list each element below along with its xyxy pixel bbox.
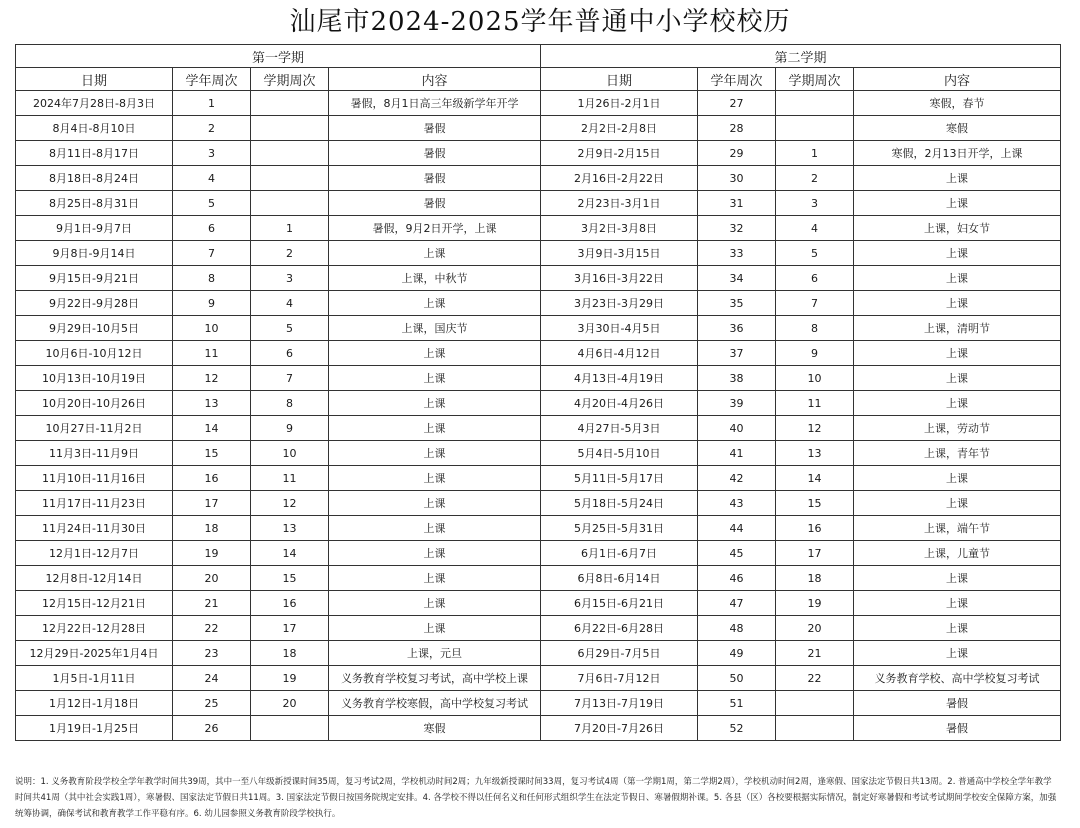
cell-year-week-1: 23 bbox=[173, 641, 251, 666]
cell-date-2: 3月2日-3月8日 bbox=[541, 216, 698, 241]
cell-term-week-1 bbox=[251, 191, 329, 216]
cell-year-week-2: 36 bbox=[698, 316, 776, 341]
cell-date-1: 9月1日-9月7日 bbox=[16, 216, 173, 241]
cell-year-week-1: 17 bbox=[173, 491, 251, 516]
cell-term-week-1 bbox=[251, 166, 329, 191]
cell-content-1: 上课 bbox=[329, 441, 541, 466]
cell-year-week-2: 51 bbox=[698, 691, 776, 716]
cell-date-1: 11月10日-11月16日 bbox=[16, 466, 173, 491]
cell-content-1: 上课 bbox=[329, 341, 541, 366]
cell-year-week-1: 10 bbox=[173, 316, 251, 341]
cell-term-week-2: 20 bbox=[776, 616, 854, 641]
cell-term-week-2: 6 bbox=[776, 266, 854, 291]
table-row bbox=[16, 141, 1061, 166]
cell-year-week-2: 47 bbox=[698, 591, 776, 616]
cell-content-1: 上课 bbox=[329, 366, 541, 391]
col-term-week-1: 学期周次 bbox=[251, 68, 329, 91]
table-row bbox=[16, 416, 1061, 441]
table-row bbox=[16, 91, 1061, 116]
table-row bbox=[16, 291, 1061, 316]
cell-content-1: 义务教育学校复习考试，高中学校上课 bbox=[329, 666, 541, 691]
cell-year-week-1: 26 bbox=[173, 716, 251, 741]
cell-term-week-2: 14 bbox=[776, 466, 854, 491]
cell-term-week-1: 9 bbox=[251, 416, 329, 441]
cell-term-week-1: 13 bbox=[251, 516, 329, 541]
cell-year-week-1: 25 bbox=[173, 691, 251, 716]
cell-term-week-2: 15 bbox=[776, 491, 854, 516]
cell-date-1: 12月8日-12月14日 bbox=[16, 566, 173, 591]
cell-date-2: 3月30日-4月5日 bbox=[541, 316, 698, 341]
table-row bbox=[16, 116, 1061, 141]
table-row bbox=[16, 616, 1061, 641]
cell-content-2: 上课 bbox=[854, 591, 1061, 616]
cell-term-week-2: 9 bbox=[776, 341, 854, 366]
cell-year-week-2: 46 bbox=[698, 566, 776, 591]
cell-date-1: 11月24日-11月30日 bbox=[16, 516, 173, 541]
cell-content-1: 上课 bbox=[329, 241, 541, 266]
cell-date-2: 6月22日-6月28日 bbox=[541, 616, 698, 641]
cell-date-2: 5月11日-5月17日 bbox=[541, 466, 698, 491]
cell-content-1: 上课 bbox=[329, 566, 541, 591]
col-content-1: 内容 bbox=[329, 68, 541, 91]
cell-term-week-2: 17 bbox=[776, 541, 854, 566]
cell-term-week-2: 16 bbox=[776, 516, 854, 541]
cell-date-2: 2月16日-2月22日 bbox=[541, 166, 698, 191]
cell-year-week-1: 8 bbox=[173, 266, 251, 291]
cell-date-1: 12月1日-12月7日 bbox=[16, 541, 173, 566]
cell-term-week-1: 5 bbox=[251, 316, 329, 341]
cell-date-2: 7月13日-7月19日 bbox=[541, 691, 698, 716]
cell-content-1: 义务教育学校寒假，高中学校复习考试 bbox=[329, 691, 541, 716]
cell-date-2: 7月6日-7月12日 bbox=[541, 666, 698, 691]
cell-content-2: 上课，端午节 bbox=[854, 516, 1061, 541]
cell-date-1: 11月3日-11月9日 bbox=[16, 441, 173, 466]
cell-content-1: 暑假 bbox=[329, 191, 541, 216]
table-row bbox=[16, 591, 1061, 616]
cell-date-1: 8月18日-8月24日 bbox=[16, 166, 173, 191]
cell-date-1: 11月17日-11月23日 bbox=[16, 491, 173, 516]
cell-date-1: 9月8日-9月14日 bbox=[16, 241, 173, 266]
cell-year-week-1: 24 bbox=[173, 666, 251, 691]
cell-term-week-2: 3 bbox=[776, 191, 854, 216]
cell-content-2: 上课 bbox=[854, 566, 1061, 591]
col-term-week-2: 学期周次 bbox=[776, 68, 854, 91]
cell-content-2: 上课 bbox=[854, 641, 1061, 666]
cell-year-week-2: 29 bbox=[698, 141, 776, 166]
cell-content-1: 上课 bbox=[329, 491, 541, 516]
cell-year-week-1: 5 bbox=[173, 191, 251, 216]
cell-date-2: 1月26日-2月1日 bbox=[541, 91, 698, 116]
semester2-header: 第二学期 bbox=[541, 45, 1061, 68]
cell-term-week-1: 7 bbox=[251, 366, 329, 391]
cell-date-2: 6月8日-6月14日 bbox=[541, 566, 698, 591]
cell-year-week-1: 2 bbox=[173, 116, 251, 141]
cell-year-week-2: 32 bbox=[698, 216, 776, 241]
cell-content-1: 暑假 bbox=[329, 166, 541, 191]
cell-year-week-2: 27 bbox=[698, 91, 776, 116]
cell-year-week-1: 18 bbox=[173, 516, 251, 541]
cell-term-week-1: 20 bbox=[251, 691, 329, 716]
cell-content-2: 上课 bbox=[854, 491, 1061, 516]
cell-term-week-1 bbox=[251, 91, 329, 116]
cell-date-1: 12月15日-12月21日 bbox=[16, 591, 173, 616]
cell-date-1: 10月13日-10月19日 bbox=[16, 366, 173, 391]
cell-term-week-2: 8 bbox=[776, 316, 854, 341]
cell-year-week-2: 52 bbox=[698, 716, 776, 741]
cell-term-week-1: 19 bbox=[251, 666, 329, 691]
school-calendar-table bbox=[15, 44, 1061, 741]
cell-year-week-1: 11 bbox=[173, 341, 251, 366]
cell-date-1: 10月6日-10月12日 bbox=[16, 341, 173, 366]
cell-year-week-1: 14 bbox=[173, 416, 251, 441]
cell-term-week-1 bbox=[251, 141, 329, 166]
cell-date-1: 12月22日-12月28日 bbox=[16, 616, 173, 641]
cell-date-2: 4月27日-5月3日 bbox=[541, 416, 698, 441]
table-row bbox=[16, 541, 1061, 566]
cell-date-1: 8月25日-8月31日 bbox=[16, 191, 173, 216]
table-row bbox=[16, 191, 1061, 216]
cell-year-week-1: 7 bbox=[173, 241, 251, 266]
cell-term-week-1: 17 bbox=[251, 616, 329, 641]
cell-year-week-1: 21 bbox=[173, 591, 251, 616]
cell-date-2: 3月9日-3月15日 bbox=[541, 241, 698, 266]
table-row bbox=[16, 491, 1061, 516]
cell-content-2: 上课 bbox=[854, 241, 1061, 266]
cell-content-1: 上课 bbox=[329, 616, 541, 641]
cell-content-1: 上课 bbox=[329, 591, 541, 616]
table-row bbox=[16, 366, 1061, 391]
cell-year-week-1: 22 bbox=[173, 616, 251, 641]
cell-date-1: 12月29日-2025年1月4日 bbox=[16, 641, 173, 666]
cell-date-2: 4月6日-4月12日 bbox=[541, 341, 698, 366]
cell-year-week-2: 41 bbox=[698, 441, 776, 466]
cell-content-2: 上课，妇女节 bbox=[854, 216, 1061, 241]
cell-content-2: 上课 bbox=[854, 391, 1061, 416]
cell-date-2: 6月29日-7月5日 bbox=[541, 641, 698, 666]
cell-content-2: 上课，劳动节 bbox=[854, 416, 1061, 441]
cell-content-1: 上课 bbox=[329, 291, 541, 316]
table-row bbox=[16, 566, 1061, 591]
cell-year-week-1: 20 bbox=[173, 566, 251, 591]
cell-date-2: 4月20日-4月26日 bbox=[541, 391, 698, 416]
cell-date-2: 5月18日-5月24日 bbox=[541, 491, 698, 516]
cell-term-week-1: 12 bbox=[251, 491, 329, 516]
cell-date-2: 6月15日-6月21日 bbox=[541, 591, 698, 616]
cell-term-week-1: 3 bbox=[251, 266, 329, 291]
cell-date-2: 6月1日-6月7日 bbox=[541, 541, 698, 566]
cell-content-1: 上课 bbox=[329, 391, 541, 416]
cell-year-week-1: 3 bbox=[173, 141, 251, 166]
semester1-header: 第一学期 bbox=[16, 45, 541, 68]
table-row bbox=[16, 241, 1061, 266]
cell-year-week-2: 39 bbox=[698, 391, 776, 416]
table-row bbox=[16, 341, 1061, 366]
cell-content-2: 上课，清明节 bbox=[854, 316, 1061, 341]
cell-term-week-1: 10 bbox=[251, 441, 329, 466]
cell-term-week-1: 1 bbox=[251, 216, 329, 241]
cell-term-week-2: 7 bbox=[776, 291, 854, 316]
cell-term-week-2 bbox=[776, 116, 854, 141]
cell-term-week-2: 19 bbox=[776, 591, 854, 616]
cell-year-week-2: 43 bbox=[698, 491, 776, 516]
cell-term-week-2: 5 bbox=[776, 241, 854, 266]
cell-date-2: 3月16日-3月22日 bbox=[541, 266, 698, 291]
table-row bbox=[16, 466, 1061, 491]
cell-term-week-2: 4 bbox=[776, 216, 854, 241]
cell-content-2: 上课 bbox=[854, 341, 1061, 366]
cell-year-week-2: 31 bbox=[698, 191, 776, 216]
cell-date-1: 1月5日-1月11日 bbox=[16, 666, 173, 691]
cell-year-week-2: 33 bbox=[698, 241, 776, 266]
calendar-body bbox=[16, 91, 1061, 741]
cell-term-week-1: 8 bbox=[251, 391, 329, 416]
cell-year-week-2: 34 bbox=[698, 266, 776, 291]
cell-content-1: 上课 bbox=[329, 516, 541, 541]
table-row bbox=[16, 391, 1061, 416]
table-row bbox=[16, 216, 1061, 241]
cell-term-week-1: 14 bbox=[251, 541, 329, 566]
cell-term-week-2: 1 bbox=[776, 141, 854, 166]
cell-year-week-1: 12 bbox=[173, 366, 251, 391]
cell-content-1: 上课，中秋节 bbox=[329, 266, 541, 291]
cell-date-1: 9月15日-9月21日 bbox=[16, 266, 173, 291]
cell-date-1: 10月20日-10月26日 bbox=[16, 391, 173, 416]
cell-date-2: 5月25日-5月31日 bbox=[541, 516, 698, 541]
cell-year-week-1: 4 bbox=[173, 166, 251, 191]
table-row bbox=[16, 441, 1061, 466]
cell-year-week-1: 15 bbox=[173, 441, 251, 466]
cell-term-week-2: 2 bbox=[776, 166, 854, 191]
cell-content-2: 上课 bbox=[854, 616, 1061, 641]
table-row bbox=[16, 516, 1061, 541]
cell-date-1: 1月19日-1月25日 bbox=[16, 716, 173, 741]
cell-content-1: 上课 bbox=[329, 466, 541, 491]
cell-term-week-1: 6 bbox=[251, 341, 329, 366]
cell-date-1: 1月12日-1月18日 bbox=[16, 691, 173, 716]
table-row bbox=[16, 166, 1061, 191]
cell-content-2: 上课 bbox=[854, 291, 1061, 316]
cell-date-1: 2024年7月28日-8月3日 bbox=[16, 91, 173, 116]
cell-date-2: 7月20日-7月26日 bbox=[541, 716, 698, 741]
cell-content-1: 上课 bbox=[329, 416, 541, 441]
table-row bbox=[16, 716, 1061, 741]
cell-year-week-2: 42 bbox=[698, 466, 776, 491]
cell-term-week-1: 11 bbox=[251, 466, 329, 491]
cell-content-2: 上课 bbox=[854, 366, 1061, 391]
cell-term-week-2: 18 bbox=[776, 566, 854, 591]
cell-content-2: 寒假 bbox=[854, 116, 1061, 141]
cell-content-1: 暑假，8月1日高三年级新学年开学 bbox=[329, 91, 541, 116]
notes-text: 说明：1. 义务教育阶段学校全学年教学时间共39周，其中一至八年级新授课时间35周，复习考试2周，学校机动时间2周；九年级新授课时间33周，复习考试4周（第一学期1周，第二学期2周），学校机动时间2周，逢寒假、国家法定节假日共13周。2. 普通高中学校全学年教学时间共41周（其中社会实践1周），寒暑假、国家法定节假日共11周。3. 国家法定节假日按国务院规定安排。4. 各学校不得以任何名义和任何形式组织学生在法定节假日、寒暑假期补课。5. 各县（区）各校要根据实际情况，制定好寒暑假和考试考试期间学校安全保障方案，加强统筹协调，确保考试和教育教学工作平稳有序。6. 幼儿园参照义务教育阶段学校执行。 bbox=[15, 777, 1057, 819]
col-date-2: 日期 bbox=[541, 68, 698, 91]
cell-term-week-2 bbox=[776, 691, 854, 716]
cell-content-2: 寒假，春节 bbox=[854, 91, 1061, 116]
cell-term-week-2: 12 bbox=[776, 416, 854, 441]
cell-year-week-1: 1 bbox=[173, 91, 251, 116]
col-year-week-2: 学年周次 bbox=[698, 68, 776, 91]
col-year-week-1: 学年周次 bbox=[173, 68, 251, 91]
cell-content-2: 上课 bbox=[854, 466, 1061, 491]
cell-year-week-2: 30 bbox=[698, 166, 776, 191]
cell-date-1: 9月22日-9月28日 bbox=[16, 291, 173, 316]
cell-term-week-2 bbox=[776, 91, 854, 116]
cell-content-2: 上课，儿童节 bbox=[854, 541, 1061, 566]
cell-term-week-2: 22 bbox=[776, 666, 854, 691]
cell-content-2: 上课，青年节 bbox=[854, 441, 1061, 466]
cell-content-2: 暑假 bbox=[854, 716, 1061, 741]
cell-content-1: 寒假 bbox=[329, 716, 541, 741]
cell-year-week-1: 9 bbox=[173, 291, 251, 316]
cell-content-1: 暑假 bbox=[329, 116, 541, 141]
cell-date-2: 2月23日-3月1日 bbox=[541, 191, 698, 216]
cell-term-week-1: 4 bbox=[251, 291, 329, 316]
cell-year-week-1: 6 bbox=[173, 216, 251, 241]
cell-date-1: 8月11日-8月17日 bbox=[16, 141, 173, 166]
cell-term-week-2: 10 bbox=[776, 366, 854, 391]
cell-content-2: 上课 bbox=[854, 166, 1061, 191]
cell-content-2: 上课 bbox=[854, 266, 1061, 291]
cell-date-2: 5月4日-5月10日 bbox=[541, 441, 698, 466]
cell-term-week-2: 13 bbox=[776, 441, 854, 466]
cell-term-week-2: 11 bbox=[776, 391, 854, 416]
cell-year-week-2: 37 bbox=[698, 341, 776, 366]
cell-term-week-1: 15 bbox=[251, 566, 329, 591]
cell-term-week-1: 2 bbox=[251, 241, 329, 266]
cell-term-week-2: 21 bbox=[776, 641, 854, 666]
cell-content-2: 义务教育学校、高中学校复习考试 bbox=[854, 666, 1061, 691]
cell-term-week-1: 18 bbox=[251, 641, 329, 666]
table-row bbox=[16, 316, 1061, 341]
cell-year-week-2: 50 bbox=[698, 666, 776, 691]
table-row bbox=[16, 691, 1061, 716]
col-date-1: 日期 bbox=[16, 68, 173, 91]
cell-term-week-1: 16 bbox=[251, 591, 329, 616]
cell-term-week-1 bbox=[251, 716, 329, 741]
cell-year-week-2: 38 bbox=[698, 366, 776, 391]
cell-date-2: 3月23日-3月29日 bbox=[541, 291, 698, 316]
cell-year-week-2: 45 bbox=[698, 541, 776, 566]
cell-year-week-2: 49 bbox=[698, 641, 776, 666]
cell-year-week-2: 40 bbox=[698, 416, 776, 441]
cell-content-1: 上课，国庆节 bbox=[329, 316, 541, 341]
cell-year-week-1: 19 bbox=[173, 541, 251, 566]
cell-year-week-1: 13 bbox=[173, 391, 251, 416]
col-content-2: 内容 bbox=[854, 68, 1061, 91]
cell-content-2: 寒假，2月13日开学，上课 bbox=[854, 141, 1061, 166]
cell-date-2: 4月13日-4月19日 bbox=[541, 366, 698, 391]
cell-date-1: 9月29日-10月5日 bbox=[16, 316, 173, 341]
cell-content-2: 暑假 bbox=[854, 691, 1061, 716]
cell-term-week-2 bbox=[776, 716, 854, 741]
cell-date-1: 10月27日-11月2日 bbox=[16, 416, 173, 441]
cell-year-week-1: 16 bbox=[173, 466, 251, 491]
cell-content-1: 暑假，9月2日开学，上课 bbox=[329, 216, 541, 241]
calendar-title: 汕尾市2024-2025学年普通中小学校校历 bbox=[289, 7, 791, 37]
table-row bbox=[16, 641, 1061, 666]
cell-content-2: 上课 bbox=[854, 191, 1061, 216]
cell-date-1: 8月4日-8月10日 bbox=[16, 116, 173, 141]
cell-date-2: 2月2日-2月8日 bbox=[541, 116, 698, 141]
table-row bbox=[16, 266, 1061, 291]
table-row bbox=[16, 666, 1061, 691]
cell-term-week-1 bbox=[251, 116, 329, 141]
cell-content-1: 上课，元旦 bbox=[329, 641, 541, 666]
cell-date-2: 2月9日-2月15日 bbox=[541, 141, 698, 166]
cell-year-week-2: 28 bbox=[698, 116, 776, 141]
cell-content-1: 上课 bbox=[329, 541, 541, 566]
cell-year-week-2: 48 bbox=[698, 616, 776, 641]
cell-year-week-2: 35 bbox=[698, 291, 776, 316]
cell-content-1: 暑假 bbox=[329, 141, 541, 166]
cell-year-week-2: 44 bbox=[698, 516, 776, 541]
